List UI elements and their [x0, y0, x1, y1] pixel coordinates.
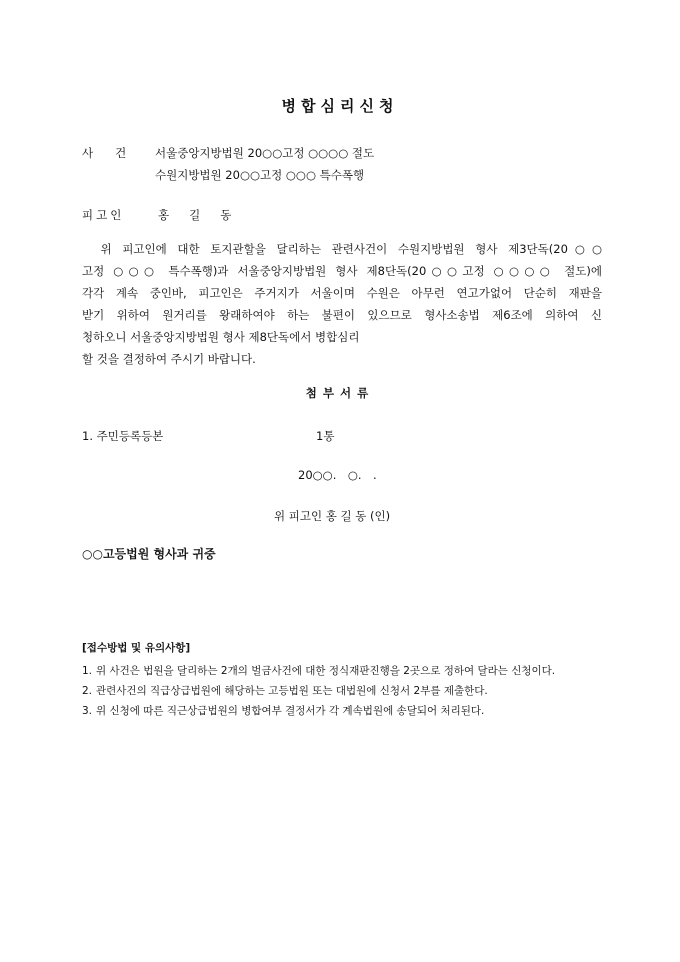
notice-text: 관련사건의 직급상급법원에 해당하는 고등법원 또는 대법원에 신청서 2부를 제출한다.	[96, 685, 488, 697]
body-line: 위 피고인에 대한 토지관할을 달리하는 관련사건이 수원지방법원 형사 제3단독(20○○	[82, 242, 602, 256]
notice-section	[82, 640, 602, 721]
notice-number: 3.	[82, 705, 93, 717]
document-title: 병합심리신청	[281, 97, 399, 115]
case-line-1: 서울중앙지방법원 20○○고정 ○○○○ 절도	[155, 146, 375, 160]
signer-line: 위 피고인 홍 길 동 (인)	[274, 509, 391, 523]
attachments-title: 첨부서류	[305, 386, 375, 400]
notice-title: [접수방법 및 유의사항]	[82, 642, 191, 654]
case-line-2: 수원지방법원 20○○고정 ○○○ 특수폭행	[155, 168, 365, 182]
attachment-quantity: 1통	[316, 429, 335, 443]
petition-body	[82, 238, 602, 370]
body-line: 받기 위하여 원거리를 왕래하여야 하는 불편이 있으므로 형사소송법 제6조에 의하여 신	[82, 308, 602, 322]
body-line: 각각 계속 중인바, 피고인은 주거지가 서울이며 수원은 아무런 연고가없어 단순히 재판을	[82, 286, 602, 300]
case-label: 사건	[82, 146, 149, 160]
defendant-label: 피고인	[82, 208, 125, 222]
notice-item	[82, 701, 602, 721]
defendant-name: 홍길동	[158, 208, 252, 222]
body-line: 할 것을 결정하여 주시기 바랍니다.	[82, 352, 256, 366]
notice-text: 위 신청에 따른 직근상급법원의 병합여부 결정서가 각 계속법원에 송달되어 처리된다.	[96, 705, 485, 717]
notice-item	[82, 661, 602, 681]
attachment-item: 1. 주민등록등본	[82, 429, 164, 443]
filing-date: 20○○. ○. .	[298, 468, 377, 482]
body-line: 고정 ○○○ 특수폭행)과 서울중앙지방법원 형사 제8단독(20○○고정 ○○○○ 절도)에	[82, 264, 602, 278]
notice-item	[82, 681, 602, 701]
notice-text: 위 사건은 법원을 달리하는 2개의 벌금사건에 대한 정식재판진행을 2곳으로 정하여 달라는 신청이다.	[96, 665, 556, 677]
notice-number: 2.	[82, 685, 93, 697]
body-line: 청하오니 서울중앙지방법원 형사 제8단독에서 병합심리	[82, 330, 360, 344]
notice-number: 1.	[82, 665, 93, 677]
addressee-court: ○○고등법원 형사과 귀중	[82, 547, 216, 561]
